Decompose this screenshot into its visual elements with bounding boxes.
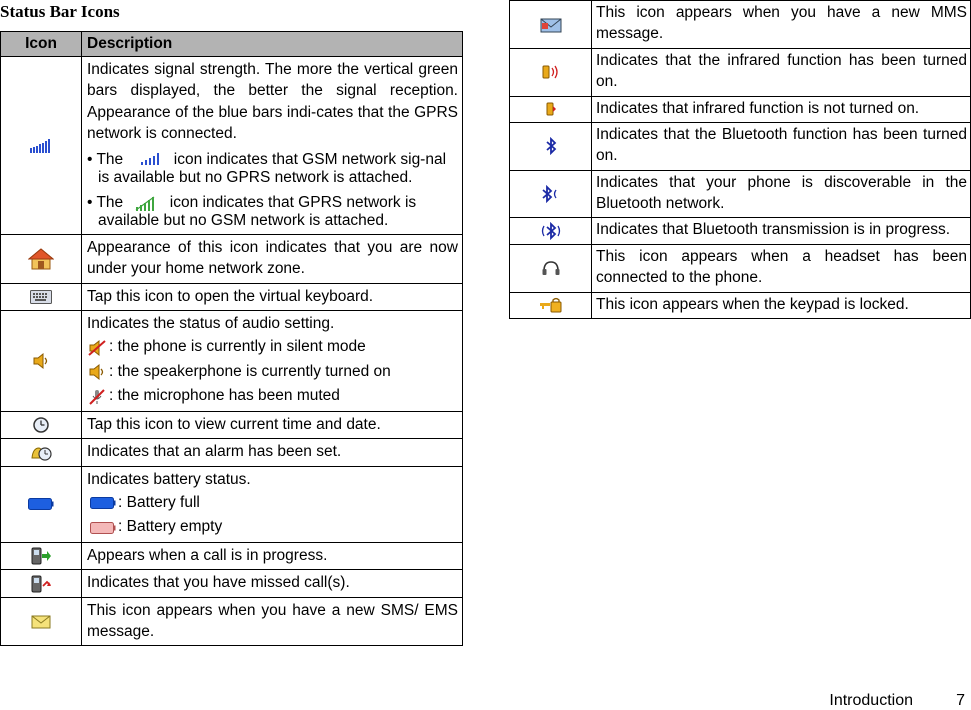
- icon-cell: [510, 170, 592, 218]
- table-row: [510, 292, 971, 318]
- description-cell: Indicates that the Bluetooth function has been turned on.: [592, 122, 971, 170]
- clock-icon[interactable]: [33, 417, 49, 433]
- mic-muted-label: : the microphone has been muted: [109, 387, 340, 405]
- description-cell: [82, 466, 463, 542]
- table-header-row: [1, 32, 463, 57]
- status-icons-table-left: [0, 31, 463, 646]
- table-row: [1, 570, 463, 597]
- status-icons-table-right: [509, 0, 971, 319]
- call-in-progress-icon: [30, 547, 52, 565]
- signal-green-icon: [135, 195, 155, 211]
- icon-cell: [510, 122, 592, 170]
- description-cell: Indicates that infrared function is not turned on.: [592, 96, 971, 122]
- description-cell: Tap this icon to open the virtual keyboard.: [82, 283, 463, 310]
- icon-cell: [1, 439, 82, 466]
- bluetooth-discoverable-icon: [541, 185, 561, 203]
- icon-cell: [1, 311, 82, 412]
- footer-section-label: Introduction: [829, 692, 913, 709]
- icon-cell: [1, 570, 82, 597]
- page-number: 7: [956, 692, 965, 709]
- table-row: [510, 1, 971, 49]
- icon-cell: [510, 1, 592, 49]
- description-cell: Indicates that Bluetooth transmission is in progress.: [592, 218, 971, 244]
- alarm-icon: [30, 445, 52, 461]
- battery-icon: [28, 498, 54, 510]
- battery-full-icon: [90, 497, 116, 509]
- description-cell: Indicates that you have missed call(s).: [82, 570, 463, 597]
- description-cell: This icon appears when a headset has been connected to the phone.: [592, 244, 971, 292]
- icon-cell: [1, 597, 82, 646]
- table-row: [1, 439, 463, 466]
- mic-muted-row: [87, 385, 458, 407]
- icon-cell: [510, 244, 592, 292]
- table-row: [1, 466, 463, 542]
- gprs-bullet-text: icon indicates that GPRS network is available but no GSM network is attached.: [98, 193, 417, 230]
- table-row: [1, 411, 463, 438]
- bluetooth-transmission-icon: [539, 222, 563, 240]
- audio-description: Indicates the status of audio setting.: [87, 315, 335, 332]
- icon-cell: [1, 466, 82, 542]
- silent-speaker-icon: [87, 339, 107, 357]
- description-cell: This icon appears when the keypad is locked.: [592, 292, 971, 318]
- speaker-icon: [32, 352, 50, 370]
- battery-empty-row: [87, 516, 458, 538]
- silent-mode-row: [87, 336, 458, 358]
- key-lock-icon: [539, 297, 563, 313]
- gsm-bullet: [87, 151, 458, 188]
- description-column-header: Description: [82, 32, 463, 57]
- description-cell: [82, 57, 463, 235]
- icon-cell: [1, 234, 82, 283]
- table-row: [1, 234, 463, 283]
- speakerphone-row: [87, 361, 458, 383]
- battery-full-row: [87, 492, 458, 514]
- gprs-bullet: [87, 194, 458, 231]
- speakerphone-label: : the speakerphone is currently turned on: [109, 362, 391, 380]
- battery-description: Indicates battery status.: [87, 470, 251, 488]
- section-title: Status Bar Icons: [0, 2, 120, 21]
- table-row: [1, 283, 463, 310]
- mms-icon: [540, 17, 562, 33]
- infrared-on-icon: [541, 63, 561, 81]
- headset-icon: [541, 260, 561, 276]
- table-row: [1, 542, 463, 569]
- icon-cell: [510, 292, 592, 318]
- icon-cell: [1, 283, 82, 310]
- icon-cell: [1, 57, 82, 235]
- infrared-off-icon: [544, 100, 558, 118]
- signal-gprs-icon: [30, 139, 52, 153]
- description-cell: This icon appears when you have a new MMS message.: [592, 1, 971, 49]
- icon-cell: [510, 48, 592, 96]
- table-row: [510, 48, 971, 96]
- icon-cell: [510, 96, 592, 122]
- table-row: [1, 57, 463, 235]
- keyboard-icon[interactable]: [30, 290, 52, 304]
- silent-mode-label: : the phone is currently in silent mode: [109, 338, 366, 356]
- description-cell: Indicates that your phone is discoverable in the Bluetooth network.: [592, 170, 971, 218]
- description-cell: Indicates that an alarm has been set.: [82, 439, 463, 466]
- description-cell: Appears when a call is in progress.: [82, 542, 463, 569]
- gprs-bullet-prefix: • The: [87, 193, 124, 211]
- envelope-icon: [31, 615, 51, 629]
- bluetooth-icon: [545, 137, 557, 155]
- icon-cell: [1, 542, 82, 569]
- gsm-bullet-prefix: • The: [87, 150, 124, 168]
- table-row: [510, 170, 971, 218]
- home-icon: [28, 248, 54, 270]
- icon-cell: [510, 218, 592, 244]
- missed-call-icon: [30, 575, 52, 593]
- description-cell: Appearance of this icon indicates that you are now under your home network zone.: [82, 234, 463, 283]
- mic-muted-icon: [87, 388, 107, 406]
- signal-description: Indicates signal strength. The more the vertical green bars displayed, the better the signal reception. Appearance of the blue bars indi-cates that the GPRS network is connected.: [87, 61, 458, 143]
- table-row: [510, 122, 971, 170]
- battery-empty-icon: [90, 522, 116, 534]
- battery-full-label: : Battery full: [118, 493, 200, 511]
- gsm-bullet-text: icon indicates that GSM network sig-nal is available but no GPRS network is attached.: [98, 150, 447, 187]
- table-row: [510, 218, 971, 244]
- icon-column-header: Icon: [1, 32, 82, 57]
- description-cell: [82, 311, 463, 412]
- description-cell: This icon appears when you have a new SMS/ EMS message.: [82, 597, 463, 646]
- table-row: [1, 597, 463, 646]
- table-row: [510, 244, 971, 292]
- description-cell: Tap this icon to view current time and date.: [82, 411, 463, 438]
- speakerphone-icon: [87, 363, 107, 381]
- battery-empty-label: : Battery empty: [118, 518, 223, 536]
- icon-cell: [1, 411, 82, 438]
- table-row: [510, 96, 971, 122]
- description-cell: Indicates that the infrared function has been turned on.: [592, 48, 971, 96]
- table-row: [1, 311, 463, 412]
- signal-gsm-icon: [141, 153, 159, 165]
